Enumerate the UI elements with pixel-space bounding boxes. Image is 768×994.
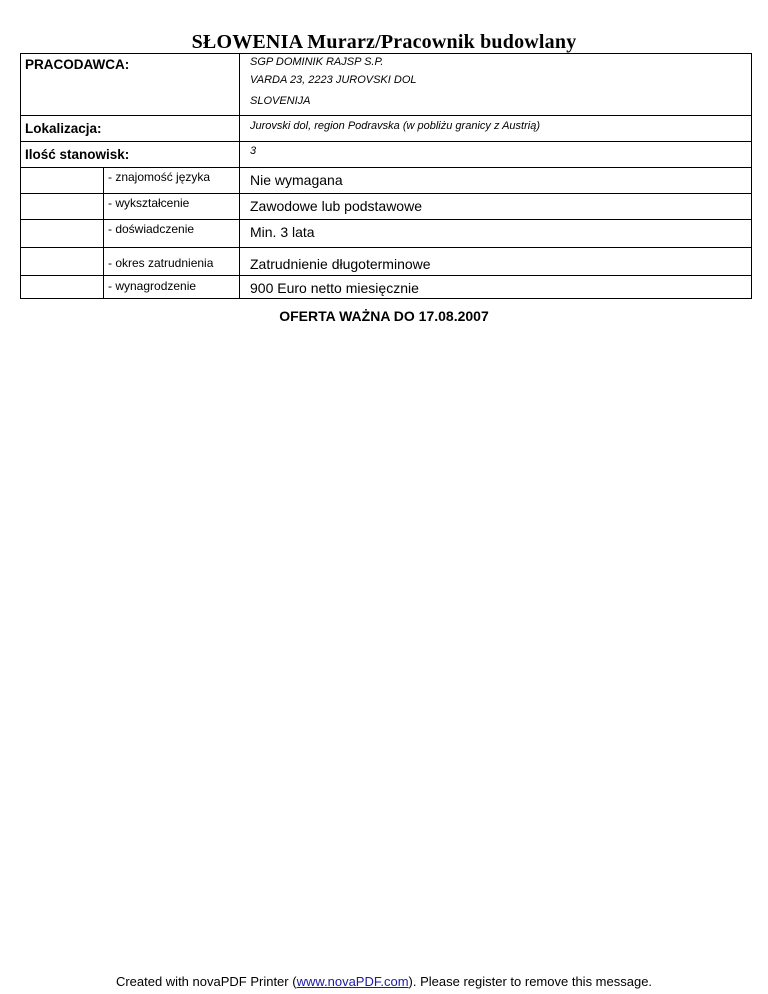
experience-label: - doświadczenie xyxy=(108,222,195,236)
employer-name: SGP DOMINIK RAJSP S.P. xyxy=(250,56,384,68)
row-divider xyxy=(21,193,751,194)
row-divider xyxy=(21,219,751,220)
employer-label: PRACODAWCA: xyxy=(25,57,130,72)
education-label: - wykształcenie xyxy=(108,196,190,210)
footer-text-before: Created with novaPDF Printer ( xyxy=(115,974,297,989)
row-divider xyxy=(21,115,751,116)
footer-link[interactable]: www.novaPDF.com xyxy=(296,974,409,989)
footer-text-after: ). Please register to remove this message. xyxy=(408,974,653,989)
salary-label: - wynagrodzenie xyxy=(108,279,197,293)
row-divider xyxy=(21,247,751,248)
employment-period-label: - okres zatrudnienia xyxy=(108,256,214,270)
employer-country: SLOVENIJA xyxy=(250,95,311,107)
experience-value: Min. 3 lata xyxy=(250,224,315,240)
positions-value: 3 xyxy=(250,145,257,157)
location-label: Lokalizacja: xyxy=(25,121,102,136)
language-label: - znajomość języka xyxy=(108,170,211,184)
document-title: SŁOWENIA Murarz/Pracownik budowlany xyxy=(191,31,577,53)
employment-period-value: Zatrudnienie długoterminowe xyxy=(250,256,431,272)
column-divider xyxy=(239,54,240,299)
job-details-table xyxy=(20,53,752,299)
row-divider xyxy=(21,167,751,168)
column-divider xyxy=(103,167,104,299)
pdf-footer xyxy=(0,974,768,989)
offer-validity: OFERTA WAŻNA DO 17.08.2007 xyxy=(279,308,489,324)
row-divider xyxy=(21,141,751,142)
employer-address: VARDA 23, 2223 JUROVSKI DOL xyxy=(250,74,417,86)
location-value: Jurovski dol, region Podravska (w pobliżu granicy z Austrią) xyxy=(250,120,540,132)
row-divider xyxy=(21,275,751,276)
positions-label: Ilość stanowisk: xyxy=(25,147,130,162)
language-value: Nie wymagana xyxy=(250,172,343,188)
education-value: Zawodowe lub podstawowe xyxy=(250,198,422,214)
salary-value: 900 Euro netto miesięcznie xyxy=(250,280,419,296)
